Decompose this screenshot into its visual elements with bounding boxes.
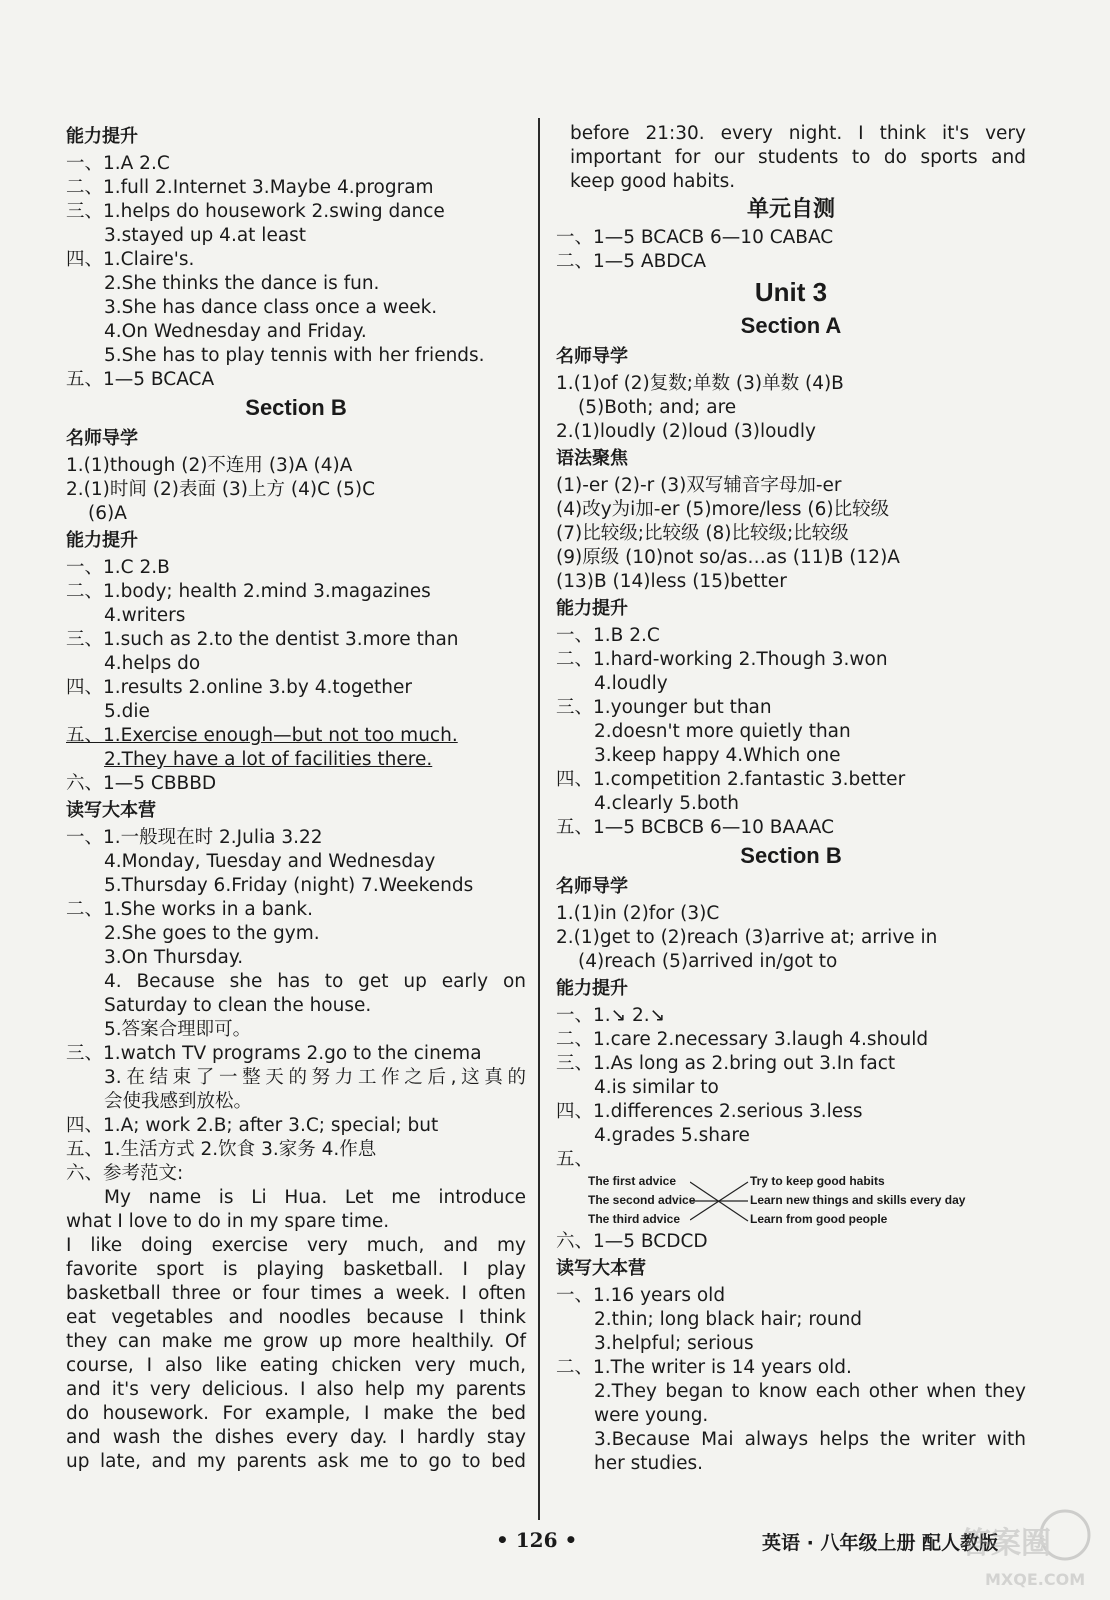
answer-line: 六、1—5 BCDCD	[556, 1231, 708, 1252]
answer-line: (4)reach (5)arrived in/got to	[578, 951, 838, 972]
answer-line: 二、1.care 2.necessary 3.laugh 4.should	[556, 1029, 929, 1050]
answer-line: 4.writers	[104, 605, 186, 626]
answer-line: 4.helps do	[104, 653, 201, 674]
subsection-heading: 语法聚焦	[556, 448, 628, 469]
answer-line: important for our students to do sports and	[570, 147, 1026, 168]
answer-line: 一、1.C 2.B	[66, 557, 170, 578]
answer-line: 会使我感到放松。	[104, 1091, 253, 1112]
answer-line: her studies.	[594, 1453, 703, 1474]
answer-line: 3.Because Mai always helps the writer with	[594, 1429, 1026, 1450]
matching-left-item: The second advice	[588, 1193, 696, 1207]
answer-line: 三、1.As long as 2.bring out 3.In fact	[556, 1053, 896, 1074]
answer-line: before 21:30. every night. I think it's very	[570, 123, 1026, 144]
answer-line: 一、1.一般现在时 2.Julia 3.22	[66, 827, 323, 848]
answer-line: 2.(1)loudly (2)loud (3)loudly	[556, 421, 816, 442]
section-heading: Section B	[740, 843, 842, 868]
matching-left-item: The third advice	[588, 1212, 681, 1226]
section-heading: Section B	[245, 395, 347, 420]
matching-lines	[690, 1172, 750, 1230]
subsection-heading: 能力提升	[556, 978, 628, 999]
column-divider	[538, 118, 540, 1520]
answer-line: (4)改y为i加-er (5)more/less (6)比较级	[556, 499, 890, 520]
answer-line: 四、1.differences 2.serious 3.less	[556, 1101, 863, 1122]
answer-line: 三、1.watch TV programs 2.go to the cinema	[66, 1043, 482, 1064]
answer-line: 1.(1)in (2)for (3)C	[556, 903, 720, 924]
unit-heading: Unit 3	[754, 277, 828, 307]
answer-line: and wash the dishes every day. I hardly stay	[66, 1427, 526, 1448]
answer-line: up late, and my parents ask me to go to bed	[66, 1451, 526, 1472]
answer-line: Saturday to clean the house.	[104, 995, 372, 1016]
subsection-heading: 能力提升	[556, 598, 628, 619]
answer-line: 4.On Wednesday and Friday.	[104, 321, 367, 342]
answer-line: I like doing exercise very much, and my	[66, 1235, 526, 1256]
answer-line: (7)比较级;比较级 (8)比较级;比较级	[556, 523, 849, 544]
answer-line: keep good habits.	[570, 171, 736, 192]
answer-line: what I love to do in my spare time.	[66, 1211, 390, 1232]
answer-line: 3.On Thursday.	[104, 947, 244, 968]
answer-line: 五、1—5 BCBCB 6—10 BAAAC	[556, 817, 835, 838]
book-title: 英语 · 八年级上册 配人教版	[762, 1532, 999, 1554]
answer-line: 二、1.She works in a bank.	[66, 899, 314, 920]
subsection-heading: 名师导学	[556, 876, 628, 897]
answer-line: 六、1—5 CBBBD	[66, 773, 217, 794]
answer-line: 5.答案合理即可。	[104, 1019, 252, 1040]
answer-line: 四、1.competition 2.fantastic 3.better	[556, 769, 906, 790]
answer-line: 3.helpful; serious	[594, 1333, 754, 1354]
answer-line: 五、1.Exercise enough—but not too much.	[66, 725, 458, 746]
answer-line: 2.(1)get to (2)reach (3)arrive at; arrive in	[556, 927, 938, 948]
watermark-logo	[955, 1505, 1095, 1595]
answer-line: and it's very delicious. I also help my parents	[66, 1379, 526, 1400]
answer-line: course, I also like eating chicken very much,	[66, 1355, 526, 1376]
answer-line: 2.thin; long black hair; round	[594, 1309, 863, 1330]
answer-line: 4. Because she has to get up early on	[104, 971, 526, 992]
answer-line: 四、1.Claire's.	[66, 249, 195, 270]
answer-line: 3.在结束了一整天的努力工作之后,这真的	[104, 1067, 526, 1088]
left-column	[66, 122, 526, 1474]
answer-line: 3.keep happy 4.Which one	[594, 745, 841, 766]
section-heading: Section A	[740, 313, 842, 338]
answer-line: favorite sport is playing basketball. I play	[66, 1259, 526, 1280]
answer-line: 三、1.helps do housework 2.swing dance	[66, 201, 445, 222]
page-number: • 126 •	[496, 1528, 578, 1552]
answer-line: 三、1.younger but than	[556, 697, 772, 718]
answer-line: do housework. For example, I make the bed	[66, 1403, 526, 1424]
answer-line: 二、1.body; health 2.mind 3.magazines	[66, 581, 431, 602]
answer-line: 4.grades 5.share	[594, 1125, 750, 1146]
answer-line: 一、1.↘ 2.↘	[556, 1005, 666, 1026]
subsection-heading: 名师导学	[66, 428, 138, 449]
subsection-heading: 能力提升	[66, 530, 138, 551]
answer-line: 五、1—5 BCACA	[66, 369, 215, 390]
subsection-heading: 能力提升	[66, 126, 138, 147]
answer-line: (1)-er (2)-r (3)双写辅音字母加-er	[556, 475, 842, 496]
answer-line: 一、1.B 2.C	[556, 625, 660, 646]
matching-right-item: Learn from good people	[750, 1212, 888, 1226]
answer-line: 四、1.results 2.online 3.by 4.together	[66, 677, 413, 698]
answer-line: 一、1.A 2.C	[66, 153, 170, 174]
answer-line: 2.She goes to the gym.	[104, 923, 320, 944]
answer-line: 五、	[556, 1149, 594, 1170]
answer-line: 1.(1)though (2)不连用 (3)A (4)A	[66, 455, 353, 476]
answer-line: they can make me grow up more healthily. Of	[66, 1331, 526, 1352]
answer-line: 二、1—5 ABDCA	[556, 251, 707, 272]
matching-left-item: The first advice	[588, 1174, 677, 1188]
answer-line: 二、1.hard-working 2.Though 3.won	[556, 649, 888, 670]
matching-right-item: Try to keep good habits	[750, 1174, 885, 1188]
answer-line: 2.(1)时间 (2)表面 (3)上方 (4)C (5)C	[66, 479, 376, 500]
answer-line: 三、1.such as 2.to the dentist 3.more than	[66, 629, 459, 650]
watermark-sub: MXQE.COM	[985, 1570, 1086, 1589]
answer-line: 5.She has to play tennis with her friends.	[104, 345, 485, 366]
answer-line: 4.clearly 5.both	[594, 793, 739, 814]
answer-line: My name is Li Hua. Let me introduce	[104, 1187, 526, 1208]
answer-line: basketball three or four times a week. I often	[66, 1283, 526, 1304]
answer-line: 2.They began to know each other when they	[594, 1381, 1026, 1402]
answer-line: (13)B (14)less (15)better	[556, 571, 787, 592]
subsection-heading: 读写大本营	[66, 800, 156, 821]
answer-line: 5.Thursday 6.Friday (night) 7.Weekends	[104, 875, 474, 896]
answer-line: 4.Monday, Tuesday and Wednesday	[104, 851, 436, 872]
answer-line: 六、参考范文:	[66, 1163, 184, 1184]
answer-line: 一、1.16 years old	[556, 1285, 726, 1306]
answer-line: eat vegetables and noodles because I think	[66, 1307, 526, 1328]
answer-line: 5.die	[104, 701, 150, 722]
answer-line: 1.(1)of (2)复数;单数 (3)单数 (4)B	[556, 373, 844, 394]
answer-line: (6)A	[88, 503, 127, 524]
matching-right-item: Learn new things and skills every day	[750, 1193, 966, 1207]
answer-line: 3.She has dance class once a week.	[104, 297, 438, 318]
right-column	[556, 122, 1026, 1476]
matching-diagram	[556, 1172, 1026, 1230]
answer-line: 2.doesn't more quietly than	[594, 721, 851, 742]
answer-line: (5)Both; and; are	[578, 397, 737, 418]
watermark-text: 答案圈	[961, 1526, 1051, 1561]
subsection-heading: 读写大本营	[556, 1258, 646, 1279]
answer-line: were young.	[594, 1405, 709, 1426]
answer-line: 二、1.full 2.Internet 3.Maybe 4.program	[66, 177, 434, 198]
answer-line: 五、1.生活方式 2.饮食 3.家务 4.作息	[66, 1139, 377, 1160]
answer-line: 3.stayed up 4.at least	[104, 225, 307, 246]
answer-line: 四、1.A; work 2.B; after 3.C; special; but	[66, 1115, 439, 1136]
answer-line: 2.They have a lot of facilities there.	[104, 749, 433, 770]
answer-line: (9)原级 (10)not so/as…as (11)B (12)A	[556, 547, 900, 568]
answer-line: 4.loudly	[594, 673, 668, 694]
answer-line: 一、1—5 BCACB 6—10 CABAC	[556, 227, 834, 248]
answer-line: 4.is similar to	[594, 1077, 719, 1098]
unit-test-heading: 单元自测	[746, 197, 835, 222]
answer-line: 2.She thinks the dance is fun.	[104, 273, 380, 294]
answer-line: 二、1.The writer is 14 years old.	[556, 1357, 852, 1378]
subsection-heading: 名师导学	[556, 346, 628, 367]
